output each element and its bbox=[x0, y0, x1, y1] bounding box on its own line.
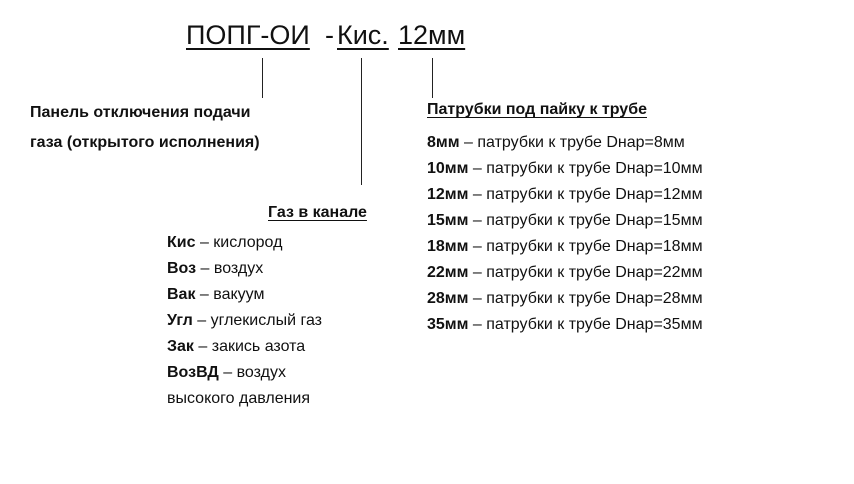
code-part-gas: Кис. bbox=[337, 20, 389, 50]
connector-line-fitting bbox=[432, 58, 433, 98]
code-part-fitting: 12мм bbox=[398, 20, 466, 50]
panel-description-line2: газа (открытого исполнения) bbox=[30, 134, 260, 151]
fitting-item: 18мм – патрубки к трубе Dнар=18мм bbox=[427, 238, 703, 255]
product-code bbox=[0, 20, 854, 60]
fitting-item: 22мм – патрубки к трубе Dнар=22мм bbox=[427, 264, 703, 281]
fittings-heading: Патрубки под пайку к трубе bbox=[427, 101, 647, 118]
gas-item: Угл – углекислый газ bbox=[167, 312, 322, 329]
code-part-panel: ПОПГ-ОИ bbox=[186, 20, 310, 50]
gas-item: Вак – вакуум bbox=[167, 286, 265, 303]
fitting-item: 35мм – патрубки к трубе Dнар=35мм bbox=[427, 316, 703, 333]
fitting-item: 10мм – патрубки к трубе Dнар=10мм bbox=[427, 160, 703, 177]
gas-item: Зак – закись азота bbox=[167, 338, 306, 355]
gas-item: Воз – воздух bbox=[167, 260, 264, 277]
gas-heading: Газ в канале bbox=[268, 204, 367, 221]
gas-item: Кис – кислород bbox=[167, 234, 283, 251]
connector-line-panel bbox=[262, 58, 263, 98]
gas-list bbox=[167, 230, 322, 412]
fitting-item: 8мм – патрубки к трубе Dнар=8мм bbox=[427, 134, 685, 151]
fitting-item: 28мм – патрубки к трубе Dнар=28мм bbox=[427, 290, 703, 307]
gas-item: ВозВД – воздух bbox=[167, 364, 286, 381]
fittings-list bbox=[427, 130, 703, 338]
fitting-item: 15мм – патрубки к трубе Dнар=15мм bbox=[427, 212, 703, 229]
gas-item-continuation: высокого давления bbox=[167, 390, 311, 407]
panel-description-line1: Панель отключения подачи bbox=[30, 104, 251, 121]
panel-description bbox=[30, 98, 260, 158]
fitting-item: 12мм – патрубки к трубе Dнар=12мм bbox=[427, 186, 703, 203]
connector-line-gas bbox=[361, 58, 362, 185]
code-separator: - bbox=[325, 20, 334, 50]
